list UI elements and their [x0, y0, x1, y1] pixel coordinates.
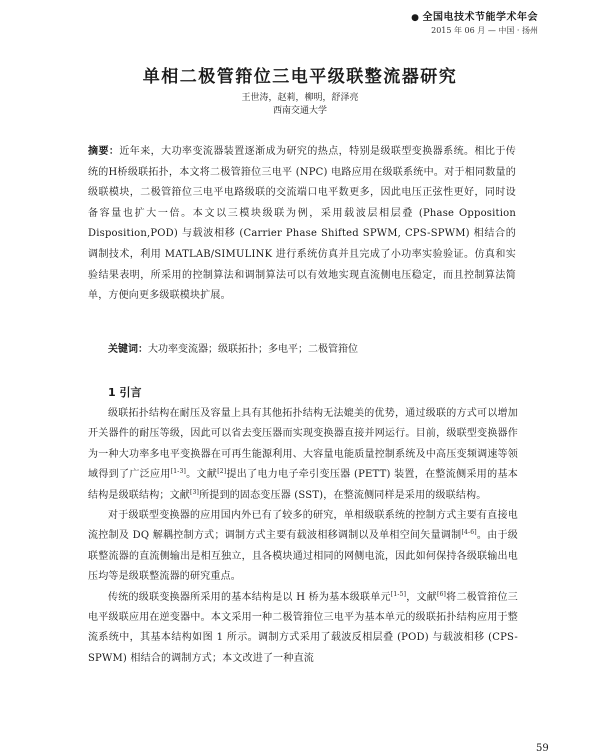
conference-title: 全国电技术节能学术年会	[422, 12, 538, 23]
paragraph-3	[88, 588, 518, 670]
p1-text-a: 级联拓扑结构在耐压及容量上具有其他拓扑结构无法媲美的优势，通过级联的方式可以增加开关器件的耐压等级，因此可以省去变压器而实现变换器直接并网运行。目前，级联型变换器作为一种大功率多电平变换器在可再生能源利用、大容量电能质量控制系统及中高压变频调速等领域得到了广泛应用	[88, 408, 518, 481]
p1-text-c: 提出了电力电子牵引变压器 (PETT) 装置，在整流侧采用的基本结构是级联结构；文献	[88, 469, 518, 501]
keywords-label: 关键词：	[108, 344, 148, 355]
page-number: 59	[536, 743, 549, 754]
citation: [6]	[437, 590, 447, 598]
abstract-text: 近年来，大功率变流器装置逐渐成为研究的热点，特别是级联型变换器系统。相比于传统的H桥级联拓扑，本文将二极管箝位三电平 (NPC) 电路应用在级联系统中。对于相同数量的级联模块，二极管箝位三电平电路级联的交流端口电平数更多，因此电压正弦性更好，同时设备容量也扩大一倍。本文以三模块级联为例，采用载波层相层叠 (Phase Opposition Disposition,POD) 与载波相移 (Carrier Phase Shifted SPWM, CPS-SPWM) 相结合的调制技术，利用 MATLAB/SIMULINK 进行系统仿真并且完成了小功率实验验证。仿真和实验结果表明，所采用的控制算法和调制算法可以有效地实现直流侧电压稳定，而且控制算法简单，方便向更多级联模块扩展。	[88, 146, 516, 302]
p2-text-b: 。由于级联整流器的直流侧输出是相互独立，且各模块通过相同的网侧电流，因此如何保持各级联输出电压均等是级联整流器的研究重点。	[88, 530, 518, 583]
conference-header	[411, 8, 538, 36]
section-heading: 1 引言	[108, 386, 142, 399]
keywords-text: 大功率变流器；级联拓扑；多电平；二极管箝位	[148, 344, 358, 355]
section-body	[88, 404, 518, 669]
keywords	[108, 340, 518, 360]
bullet-icon: ●	[411, 13, 420, 23]
citation: [3]	[190, 488, 200, 496]
affiliation: 西南交通大学	[272, 106, 327, 116]
citation: [2]	[217, 468, 227, 476]
paragraph-1	[88, 404, 518, 506]
citation: [4-6]	[461, 529, 477, 537]
p3-text-c: 将二极管箝位三电平级联应用在逆变器中。本文采用一种二极管箝位三电平为基本单元的级联拓扑结构应用于整流系统中，其基本结构如图 1 所示。调制方式采用了载波反相层叠 (POD) 与载波相移 (CPS-SPWM) 相结合的调制方式；本文改进了一种直流	[88, 591, 518, 664]
p2-text-a: 对于级联型变换器的应用国内外已有了较多的研究，单相级联系统的控制方式主要有直接电流控制及 DQ 解耦控制方式；调制方式主要有载波相移调制以及单相空间矢量调制	[88, 510, 518, 542]
p3-text-a: 传统的级联变换器所采用的基本结构是以 H 桥为基本级联单元	[108, 591, 391, 603]
citation: [1-5]	[390, 590, 407, 598]
conference-name	[411, 8, 538, 23]
author-names: 王世涛，赵莉，柳明，舒泽亮	[241, 93, 359, 103]
p1-text-d: 所提到的固态变压器 (SST)，在整流侧同样是采用的级联结构。	[199, 489, 487, 501]
abstract	[88, 142, 516, 307]
abstract-label: 摘要：	[88, 146, 120, 157]
p1-text-b: 。文献	[186, 469, 218, 481]
citation: [1-3]	[170, 468, 187, 476]
p3-text-b: ，文献	[406, 591, 437, 603]
conference-date-place: 2015 年 06 月 — 中国 · 扬州	[431, 26, 538, 35]
author-block	[0, 92, 600, 118]
paragraph-2	[88, 506, 518, 588]
paper-title: 单相二极管箝位三电平级联整流器研究	[142, 67, 458, 87]
